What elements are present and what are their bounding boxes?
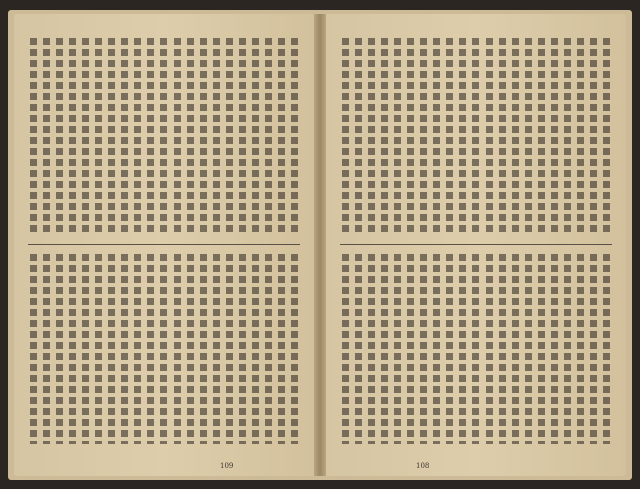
text-column	[536, 38, 547, 235]
text-column	[28, 38, 39, 235]
text-column	[340, 38, 351, 235]
text-column	[418, 254, 429, 444]
text-column	[263, 38, 274, 235]
text-column	[172, 38, 183, 235]
text-column	[497, 38, 508, 235]
text-column	[54, 254, 65, 444]
text-column	[392, 38, 403, 235]
text-column	[80, 254, 91, 444]
text-column	[224, 38, 235, 235]
left-section-divider	[28, 244, 300, 245]
text-column	[549, 254, 560, 444]
page-number-left: 109	[220, 462, 234, 470]
text-column	[119, 254, 130, 444]
text-column	[132, 254, 143, 444]
text-column	[145, 254, 156, 444]
text-column	[379, 38, 390, 235]
book-gutter	[314, 14, 326, 476]
text-column	[562, 254, 573, 444]
text-column	[536, 254, 547, 444]
text-column	[28, 254, 39, 444]
text-column	[289, 38, 300, 235]
text-column	[366, 254, 377, 444]
text-column	[510, 38, 521, 235]
text-column	[588, 38, 599, 235]
text-column	[224, 254, 235, 444]
text-column	[198, 38, 209, 235]
text-column	[470, 38, 481, 235]
left-upper-text-block	[28, 38, 300, 235]
text-column	[457, 38, 468, 235]
text-column	[211, 254, 222, 444]
text-column	[366, 38, 377, 235]
text-column	[588, 254, 599, 444]
text-column	[379, 254, 390, 444]
text-column	[444, 38, 455, 235]
text-column	[106, 38, 117, 235]
text-column	[250, 38, 261, 235]
right-upper-text-block	[340, 38, 612, 235]
text-column	[93, 38, 104, 235]
text-column	[145, 38, 156, 235]
text-column	[250, 254, 261, 444]
text-column	[431, 254, 442, 444]
text-column	[523, 254, 534, 444]
left-lower-text-block	[28, 254, 300, 444]
text-column	[211, 38, 222, 235]
text-column	[418, 38, 429, 235]
right-lower-text-block	[340, 254, 612, 444]
right-section-divider	[340, 244, 612, 245]
text-column	[263, 254, 274, 444]
text-column	[575, 38, 586, 235]
text-column	[601, 38, 612, 235]
text-column	[276, 254, 287, 444]
text-column	[132, 38, 143, 235]
page-number-right: 108	[416, 462, 430, 470]
text-column	[340, 254, 351, 444]
text-column	[484, 254, 495, 444]
text-column	[158, 254, 169, 444]
text-column	[158, 38, 169, 235]
text-column	[549, 38, 560, 235]
text-column	[562, 38, 573, 235]
open-book	[8, 10, 632, 480]
text-column	[276, 38, 287, 235]
text-column	[523, 38, 534, 235]
text-column	[185, 254, 196, 444]
text-column	[80, 38, 91, 235]
text-column	[392, 254, 403, 444]
text-column	[510, 254, 521, 444]
text-column	[289, 254, 300, 444]
text-column	[41, 38, 52, 235]
text-column	[237, 38, 248, 235]
text-column	[353, 38, 364, 235]
text-column	[457, 254, 468, 444]
text-column	[106, 254, 117, 444]
right-page	[326, 14, 626, 476]
text-column	[67, 254, 78, 444]
text-column	[237, 254, 248, 444]
text-column	[484, 38, 495, 235]
text-column	[41, 254, 52, 444]
text-column	[93, 254, 104, 444]
text-column	[119, 38, 130, 235]
text-column	[198, 254, 209, 444]
text-column	[470, 254, 481, 444]
text-column	[405, 38, 416, 235]
text-column	[67, 38, 78, 235]
text-column	[431, 38, 442, 235]
text-column	[54, 38, 65, 235]
text-column	[444, 254, 455, 444]
text-column	[601, 254, 612, 444]
text-column	[185, 38, 196, 235]
left-page	[14, 14, 314, 476]
text-column	[497, 254, 508, 444]
text-column	[353, 254, 364, 444]
text-column	[405, 254, 416, 444]
text-column	[575, 254, 586, 444]
text-column	[172, 254, 183, 444]
